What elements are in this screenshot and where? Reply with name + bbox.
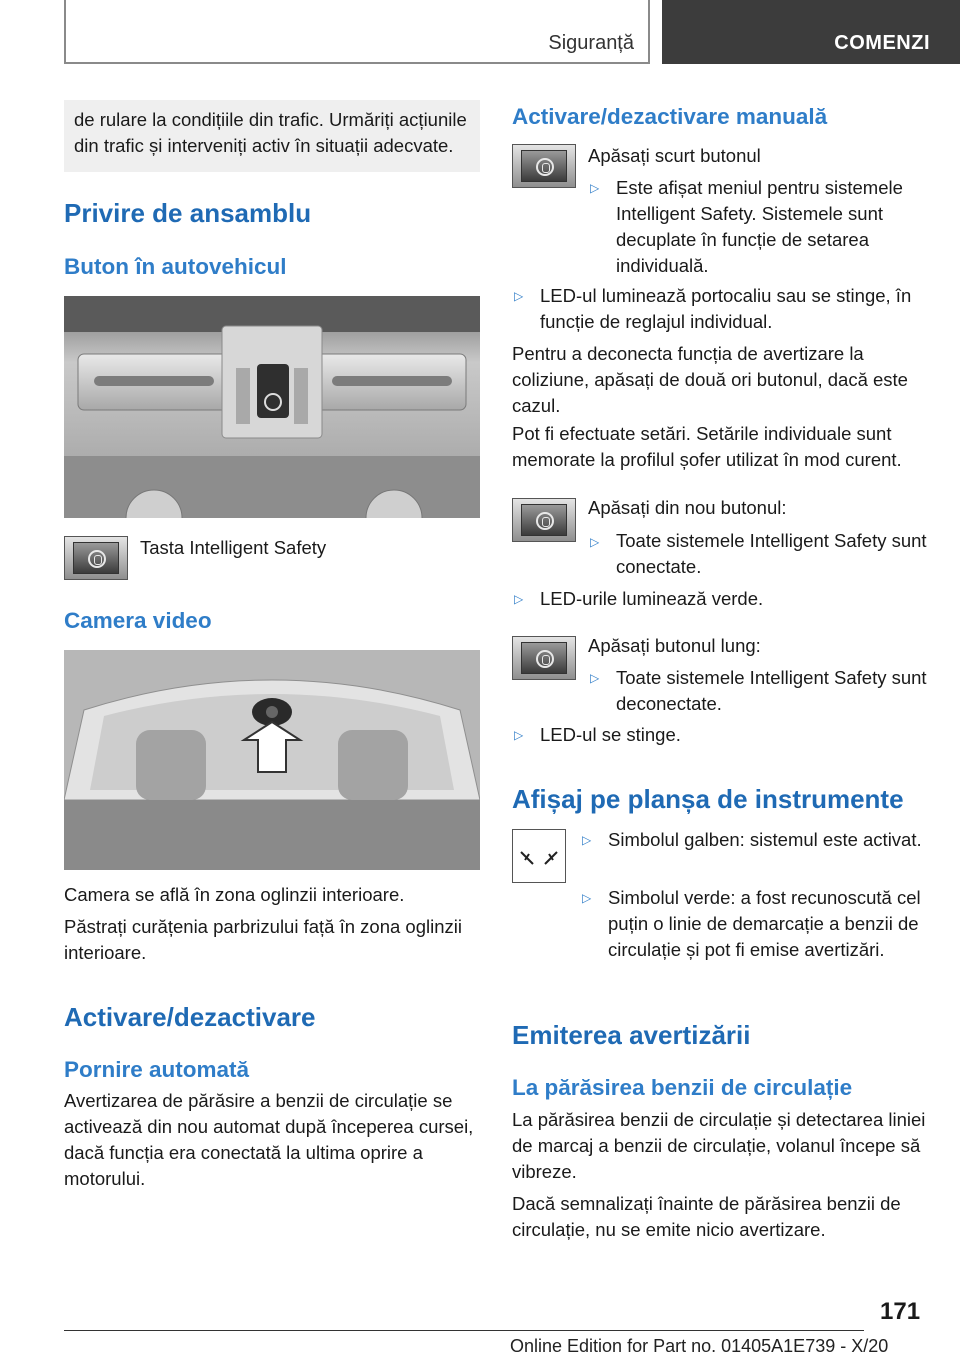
bullet-triangle-icon: ▷ — [582, 891, 592, 905]
intelligent-safety-button-icon — [512, 636, 576, 680]
heading-activation: Activare/dezactivare — [64, 1002, 316, 1032]
heading-auto-start: Pornire automată — [64, 1057, 250, 1082]
camera-location-text: Camera se află în zona oglinzii interioare. — [64, 884, 405, 905]
page-number: 171 — [880, 1298, 921, 1325]
header-section-box — [64, 0, 650, 64]
bullet-led-off: LED-ul se stinge. — [540, 724, 681, 745]
bullet-triangle-icon: ▷ — [514, 289, 524, 303]
signal-text: Dacă semnalizați înainte de părăsirea benzii de circulație, nu se emite nicio avertizare. — [512, 1193, 901, 1240]
bullet-leds-green: LED-urile luminează verde. — [540, 588, 764, 609]
bullet-triangle-icon: ▷ — [514, 592, 524, 606]
bullet-triangle-icon: ▷ — [514, 728, 524, 742]
footer-divider — [64, 1330, 864, 1331]
bullet-triangle-icon: ▷ — [590, 181, 600, 195]
intelligent-safety-button-icon — [512, 144, 576, 188]
bullet-led-orange: LED-ul luminează portocaliu sau se stinge, în funcție de reglajul individual. — [540, 285, 912, 332]
bullet-triangle-icon: ▷ — [590, 671, 600, 685]
heading-overview: Privire de ansamblu — [64, 198, 312, 228]
bullet-all-connected: Toate sistemele Intelligent Safety sunt conectate. — [616, 530, 927, 577]
press-long-text: Apăsați butonul lung: — [588, 635, 761, 656]
bullet-all-disconnected: Toate sistemele Intelligent Safety sunt deconectate. — [616, 667, 927, 714]
dashboard-button-photo — [64, 296, 480, 518]
chapter-tab-label: COMENZI — [834, 32, 930, 54]
intro-box — [64, 100, 480, 172]
intelligent-safety-button-icon — [64, 536, 128, 580]
intelligent-safety-button-icon — [512, 498, 576, 542]
bullet-menu-shown: Este afișat meniul pentru sistemele Intelligent Safety. Sistemele sunt decuplate în funcție de setarea individuală. — [616, 177, 903, 276]
heading-warning: Emiterea avertizării — [512, 1020, 751, 1050]
press-again-text: Apăsați din nou butonul: — [588, 497, 787, 518]
auto-start-text: Avertizarea de părăsire a benzii de circulație se activează din nou automat după începerea cursei, dacă funcția era conectată la ultima oprire a motorului. — [64, 1090, 474, 1189]
heading-button-in-car: Buton în autovehicul — [64, 254, 287, 279]
press-short-text: Apăsați scurt butonul — [588, 145, 761, 166]
chapter-tab[interactable] — [662, 0, 960, 64]
lane-departure-symbol-icon — [512, 829, 566, 883]
section-title: Siguranță — [548, 32, 634, 54]
footer-text: Online Edition for Part no. 01405A1E739 - X/20 — [510, 1336, 889, 1356]
camera-photo — [64, 650, 480, 870]
bullet-green-symbol: Simbolul verde: a fost recunoscută cel puțin o linie de demarcație a benzii de circulație și pot fi emise avertizări. — [608, 887, 921, 960]
bullet-triangle-icon: ▷ — [590, 535, 600, 549]
heading-manual-activation: Activare/dezactivare manuală — [512, 104, 828, 129]
bullet-yellow-symbol: Simbolul galben: sistemul este activat. — [608, 829, 922, 850]
bullet-triangle-icon: ▷ — [582, 833, 592, 847]
collision-warning-text: Pentru a deconecta funcția de avertizare la coliziune, apăsați de două ori butonul, dacă este cazul. — [512, 343, 908, 416]
heading-instrument-display: Afișaj pe planșa de instrumente — [512, 784, 904, 814]
settings-text: Pot fi efectuate setări. Setările individuale sunt memorate la profilul șofer utilizat în mod curent. — [512, 423, 902, 470]
intro-text: de rulare la condițiile din trafic. Urmăriți acțiunile din trafic și interveniți activ în situații adecvate. — [74, 109, 467, 156]
heading-leaving-lane: La părăsirea benzii de circulație — [512, 1075, 853, 1100]
camera-clean-text: Păstrați curățenia parbrizului față în zona oglinzii interioare. — [64, 916, 462, 963]
button-caption: Tasta Intelligent Safety — [140, 537, 327, 558]
heading-camera: Camera video — [64, 608, 212, 633]
leaving-lane-text: La părăsirea benzii de circulație și detectarea liniei de marcaj a benzii de circulație, volanul începe să vibreze. — [512, 1109, 926, 1182]
